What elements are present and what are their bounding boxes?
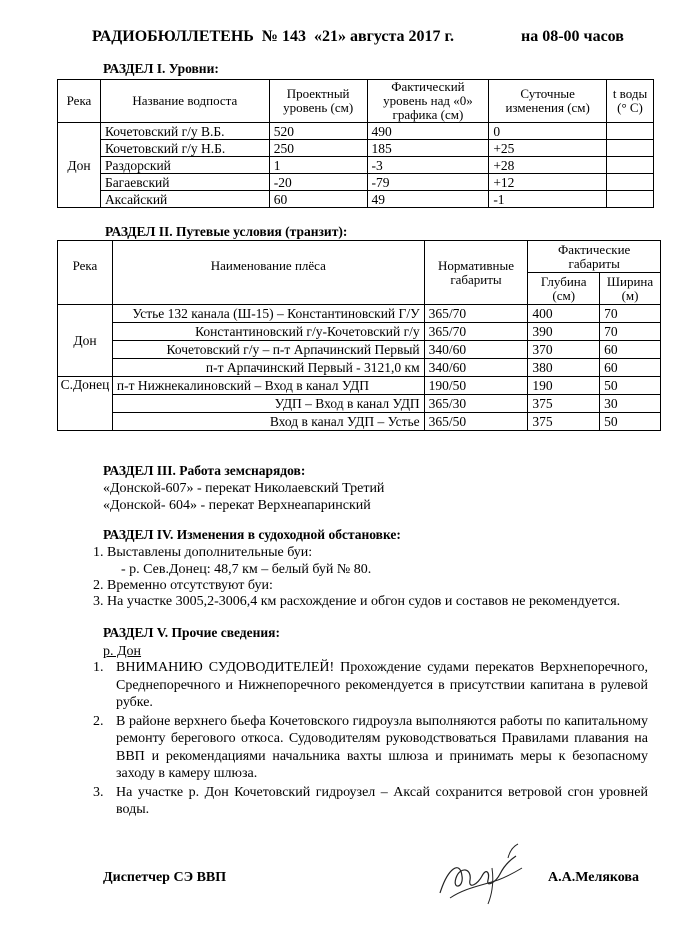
normative-dims: 190/50 [424, 377, 528, 395]
project-level: 520 [269, 123, 367, 140]
project-level: 250 [269, 140, 367, 157]
daily-change: +12 [489, 174, 607, 191]
dredger-line: «Донской-607» - перекат Николаевский Третий [103, 481, 385, 496]
actual-depth: 375 [528, 395, 600, 413]
bulletin-number: № 143 [261, 28, 306, 45]
water-temp [607, 140, 654, 157]
section4-line: 2. Временно отсутствуют буи: [93, 578, 273, 593]
normative-dims: 340/60 [424, 341, 528, 359]
station-name: Багаевский [100, 174, 269, 191]
section3-title: РАЗДЕЛ III. Работа земснарядов: [103, 463, 306, 478]
project-level: 60 [269, 191, 367, 208]
station-name: Кочетовский г/у В.Б. [100, 123, 269, 140]
section5-list [93, 659, 648, 819]
water-temp [607, 123, 654, 140]
actual-depth: 375 [528, 413, 600, 431]
station-name: Аксайский [100, 191, 269, 208]
actual-width: 70 [600, 323, 661, 341]
section4-line: 3. На участке 3005,2-3006,4 км расхождение и обгон судов и составов не рекомендуется. [93, 594, 621, 609]
item-number: 2. [93, 713, 104, 729]
transit-header-row [58, 241, 661, 273]
item-text: В районе верхнего бьефа Кочетовского гидроузла выполняются работы по капитальному ремонту берегового откоса. Судоводителям руководствоваться Правилами плавания на ВВП и рекомендациями начальника вахты шлюза и принимать меры к безопасному заходу в камеру шлюза. [116, 713, 648, 781]
levels-header-row [58, 80, 654, 123]
signature [430, 838, 530, 908]
table-row [58, 377, 661, 395]
section2-title: РАЗДЕЛ II. Путевые условия (транзит): [105, 224, 348, 239]
table-row [58, 413, 661, 431]
actual-level: 49 [367, 191, 489, 208]
table-row [58, 341, 661, 359]
list-item [93, 784, 648, 819]
list-item [93, 713, 648, 783]
station-name: Кочетовский г/у Н.Б. [100, 140, 269, 157]
water-temp [607, 191, 654, 208]
stretch-name: Устье 132 канала (Ш-15) – Константиновский Г/У [112, 305, 424, 323]
bulletin-title: РАДИОБЮЛЛЕТЕНЬ [92, 28, 254, 45]
daily-change: -1 [489, 191, 607, 208]
stretch-name: УДП – Вход в канал УДП [112, 395, 424, 413]
station-name: Раздорский [100, 157, 269, 174]
list-item [93, 659, 648, 712]
col-actual-dims: Фактические габариты [528, 241, 661, 273]
col-width: Ширина (м) [600, 273, 661, 305]
col-daily-change: Суточные изменения (см) [489, 80, 607, 123]
table-row [58, 174, 654, 191]
dispatcher-position: Диспетчер СЭ ВВП [103, 870, 227, 885]
col-river: Река [58, 80, 101, 123]
daily-change: 0 [489, 123, 607, 140]
table-row [58, 191, 654, 208]
actual-depth: 400 [528, 305, 600, 323]
actual-width: 70 [600, 305, 661, 323]
table-row [58, 323, 661, 341]
stretch-name: п-т Нижнекалиновский – Вход в канал УДП [112, 377, 424, 395]
water-temp [607, 157, 654, 174]
river-cell: С.Донец [58, 377, 113, 431]
stretch-name: Константиновский г/у-Кочетовский г/у [112, 323, 424, 341]
col-depth: Глубина (см) [528, 273, 600, 305]
dispatcher-name: А.А.Мелякова [548, 870, 639, 885]
table-row [58, 305, 661, 323]
table-row [58, 123, 654, 140]
project-level: -20 [269, 174, 367, 191]
bulletin-header [92, 28, 454, 46]
normative-dims: 365/70 [424, 305, 528, 323]
col-normative: Нормативные габариты [424, 241, 528, 305]
item-number: 3. [93, 784, 104, 800]
col-stretch: Наименование плёса [112, 241, 424, 305]
actual-level: 185 [367, 140, 489, 157]
levels-table [57, 79, 654, 208]
water-temp [607, 174, 654, 191]
actual-width: 60 [600, 359, 661, 377]
section5-river: р. Дон [103, 644, 142, 659]
normative-dims: 365/70 [424, 323, 528, 341]
actual-depth: 390 [528, 323, 600, 341]
stretch-name: Вход в канал УДП – Устье [112, 413, 424, 431]
normative-dims: 365/50 [424, 413, 528, 431]
actual-width: 30 [600, 395, 661, 413]
actual-depth: 370 [528, 341, 600, 359]
normative-dims: 340/60 [424, 359, 528, 377]
section4-line: 1. Выставлены дополнительные буи: [93, 545, 313, 560]
table-row [58, 140, 654, 157]
stretch-name: Кочетовский г/у – п-т Арпачинский Первый [112, 341, 424, 359]
actual-depth: 380 [528, 359, 600, 377]
table-row [58, 359, 661, 377]
actual-level: -3 [367, 157, 489, 174]
actual-width: 60 [600, 341, 661, 359]
bulletin-time: на 08-00 часов [521, 28, 624, 45]
col-station: Название водпоста [100, 80, 269, 123]
river-cell: Дон [58, 305, 113, 377]
actual-depth: 190 [528, 377, 600, 395]
item-text: На участке р. Дон Кочетовский гидроузел – Аксай сохранится ветровой сгон уровней воды. [116, 784, 648, 817]
project-level: 1 [269, 157, 367, 174]
transit-table [57, 240, 661, 431]
section4-title: РАЗДЕЛ IV. Изменения в судоходной обстановке: [103, 527, 401, 542]
table-row [58, 157, 654, 174]
stretch-name: п-т Арпачинский Первый - 3121,0 км [112, 359, 424, 377]
dredger-line: «Донской- 604» - перекат Верхнеапаринский [103, 498, 371, 513]
col-water-temp: t воды (° С) [607, 80, 654, 123]
daily-change: +25 [489, 140, 607, 157]
river-cell: Дон [58, 123, 101, 208]
item-text: ВНИМАНИЮ СУДОВОДИТЕЛЕЙ! Прохождение судами перекатов Верхнепоречного, Среднепоречного и Нижнепоречного рекомендуется в присутствии капитана в рулевой рубке. [116, 660, 648, 710]
actual-width: 50 [600, 377, 661, 395]
section1-title: РАЗДЕЛ I. Уровни: [103, 61, 219, 76]
col-actual-level: Фактический уровень над «0» графика (см) [367, 80, 489, 123]
section4-line: - р. Сев.Донец: 48,7 км – белый буй № 80. [121, 562, 372, 577]
actual-width: 50 [600, 413, 661, 431]
item-number: 1. [93, 660, 104, 675]
section5-title: РАЗДЕЛ V. Прочие сведения: [103, 625, 280, 640]
actual-level: 490 [367, 123, 489, 140]
normative-dims: 365/30 [424, 395, 528, 413]
actual-level: -79 [367, 174, 489, 191]
col-project-level: Проектный уровень (см) [269, 80, 367, 123]
table-row [58, 395, 661, 413]
col-river: Река [58, 241, 113, 305]
daily-change: +28 [489, 157, 607, 174]
bulletin-date: «21» августа 2017 г. [313, 28, 454, 45]
